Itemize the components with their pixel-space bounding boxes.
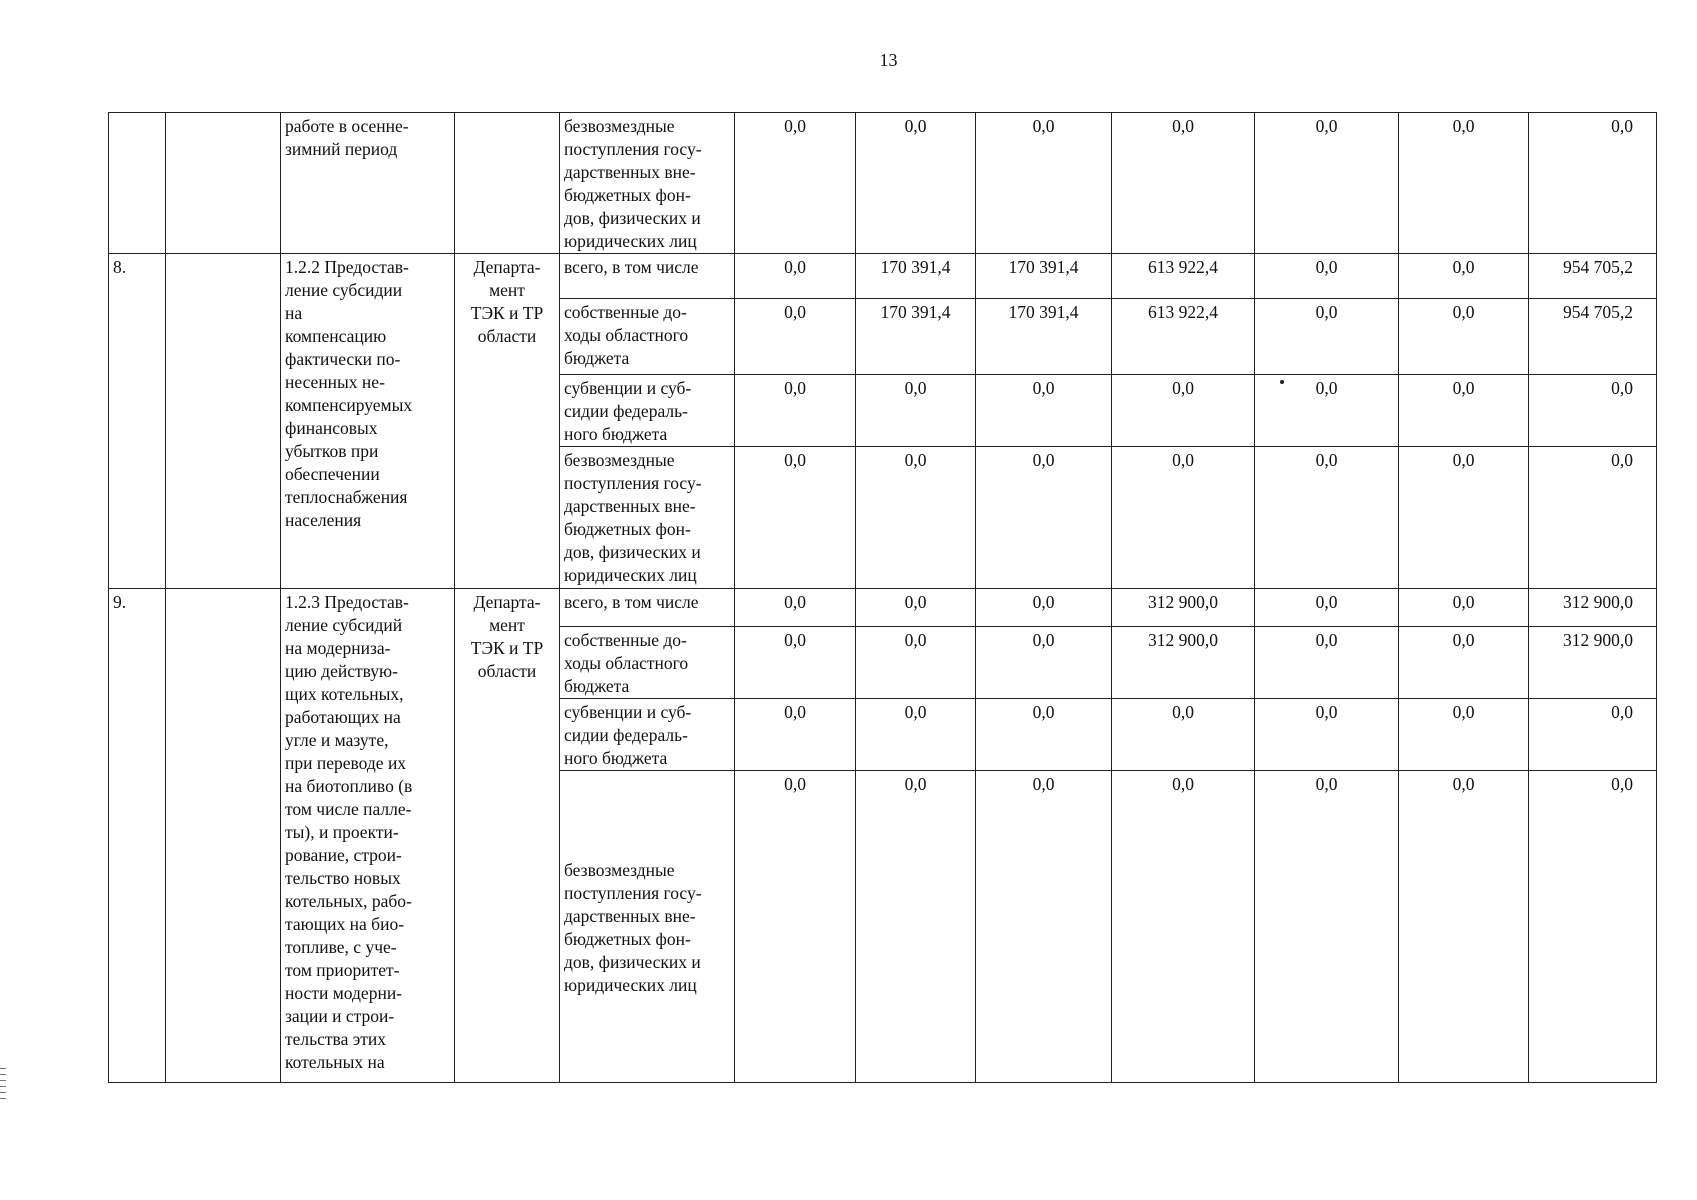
value-cell: 0,0 (735, 254, 856, 299)
funding-source-cell: всего, в том числе (560, 254, 735, 299)
funding-source-cell: безвозмездные поступления госу- дарственных вне- бюджетных фон- дов, физических и юридических лиц (560, 113, 735, 254)
funding-source-cell: собственные до- ходы областного бюджета (560, 627, 735, 699)
empty-cell (166, 113, 281, 254)
value-cell: 0,0 (735, 375, 856, 447)
value-cell: 0,0 (1399, 589, 1529, 627)
value-cell: 0,0 (1255, 589, 1399, 627)
value-cell: 0,0 (1399, 375, 1529, 447)
value-cell: 0,0 (856, 627, 976, 699)
value-cell: 170 391,4 (976, 254, 1112, 299)
funding-source-cell: безвозмездные поступления госу- дарственных вне- бюджетных фон- дов, физических и юридических лиц (560, 771, 735, 1083)
empty-cell (166, 254, 281, 589)
value-cell: 170 391,4 (856, 299, 976, 375)
value-cell: 0,0 (1399, 699, 1529, 771)
value-cell: 170 391,4 (976, 299, 1112, 375)
scan-edge-marks (0, 1068, 6, 1104)
value-cell: 0,0 (1112, 375, 1255, 447)
value-cell: 0,0 (1112, 447, 1255, 589)
value-cell: 0,0 (1255, 375, 1399, 447)
value-cell: 0,0 (1112, 113, 1255, 254)
value-cell: 0,0 (1529, 375, 1657, 447)
value-cell: 0,0 (1255, 113, 1399, 254)
event-title-cell: 1.2.3 Предостав- ление субсидий на модерниза- цию действую- щих котельных, работающих на угле и мазуте, при переводе их на биотопливо (в том числе палле- ты), и проекти- рование, строи- тельство новых котельных, рабо- тающих на био- топливе, с уче- том приоритет- ности модерни- зации и строи- тельства этих котельных на (281, 589, 455, 1083)
event-title-cell (281, 113, 455, 254)
value-cell: 0,0 (1399, 299, 1529, 375)
empty-cell (166, 589, 281, 1083)
value-cell: 0,0 (1399, 447, 1529, 589)
value-cell: 0,0 (1399, 254, 1529, 299)
row-index-cell (109, 113, 166, 254)
value-cell: 0,0 (856, 375, 976, 447)
event-title-cell: 1.2.2 Предостав- ление субсидии на компенсацию фактически по- несенных не- компенсируемых финансовых убытков при обеспечении теплоснабжения населения (281, 254, 455, 589)
row-index-cell: 8. (109, 254, 166, 589)
value-cell: 0,0 (856, 113, 976, 254)
value-cell: 0,0 (1399, 113, 1529, 254)
value-cell: 0,0 (735, 447, 856, 589)
value-cell: 312 900,0 (1529, 627, 1657, 699)
funding-source-cell: субвенции и суб- сидии федераль- ного бюджета (560, 375, 735, 447)
funding-source-cell: собственные до- ходы областного бюджета (560, 299, 735, 375)
value-cell: 613 922,4 (1112, 299, 1255, 375)
value-cell: 0,0 (976, 699, 1112, 771)
value-cell: 954 705,2 (1529, 299, 1657, 375)
value-cell: 0,0 (976, 627, 1112, 699)
value-cell: 0,0 (1255, 447, 1399, 589)
value-cell: 0,0 (735, 771, 856, 1083)
value-cell: 0,0 (1255, 771, 1399, 1083)
value-cell: 312 900,0 (1112, 589, 1255, 627)
value-cell: 312 900,0 (1529, 589, 1657, 627)
department-cell: Департа- мент ТЭК и ТР области (455, 589, 560, 1083)
page-number: 13 (879, 50, 898, 70)
value-cell: 0,0 (1112, 699, 1255, 771)
table-row (109, 113, 1657, 254)
row-index-cell: 9. (109, 589, 166, 1083)
value-cell: 0,0 (1529, 447, 1657, 589)
value-cell: 0,0 (1255, 627, 1399, 699)
value-cell: 0,0 (976, 589, 1112, 627)
value-cell: 0,0 (1529, 771, 1657, 1083)
funding-source-cell: субвенции и суб- сидии федераль- ного бюджета (560, 699, 735, 771)
value-cell: 170 391,4 (856, 254, 976, 299)
value-cell: 0,0 (1255, 699, 1399, 771)
value-cell: 0,0 (856, 699, 976, 771)
table-row (109, 589, 1657, 627)
funding-source-cell: безвозмездные поступления госу- дарственных вне- бюджетных фон- дов, физических и юридических лиц (560, 447, 735, 589)
value-cell: 312 900,0 (1112, 627, 1255, 699)
scan-dot-mark (1280, 380, 1284, 384)
value-cell: 0,0 (856, 447, 976, 589)
value-cell: 0,0 (735, 113, 856, 254)
value-cell: 0,0 (856, 589, 976, 627)
value-cell: 0,0 (976, 375, 1112, 447)
value-cell: 0,0 (1112, 771, 1255, 1083)
value-cell: 0,0 (735, 589, 856, 627)
value-cell: 0,0 (1529, 699, 1657, 771)
value-cell: 0,0 (1255, 299, 1399, 375)
table-row (109, 254, 1657, 299)
value-cell: 0,0 (735, 299, 856, 375)
value-cell: 0,0 (735, 627, 856, 699)
value-cell: 954 705,2 (1529, 254, 1657, 299)
funding-source-cell: всего, в том числе (560, 589, 735, 627)
department-cell (455, 113, 560, 254)
value-cell: 0,0 (976, 113, 1112, 254)
budget-table (108, 112, 1657, 1083)
value-cell: 0,0 (976, 447, 1112, 589)
value-cell: 0,0 (1399, 771, 1529, 1083)
value-cell: 0,0 (1399, 627, 1529, 699)
department-cell: Департа- мент ТЭК и ТР области (455, 254, 560, 589)
value-cell: 0,0 (735, 699, 856, 771)
event-title-text: работе в осенне- зимний период (285, 116, 409, 159)
value-cell: 613 922,4 (1112, 254, 1255, 299)
value-cell: 0,0 (856, 771, 976, 1083)
value-cell: 0,0 (976, 771, 1112, 1083)
value-cell: 0,0 (1255, 254, 1399, 299)
value-cell: 0,0 (1529, 113, 1657, 254)
